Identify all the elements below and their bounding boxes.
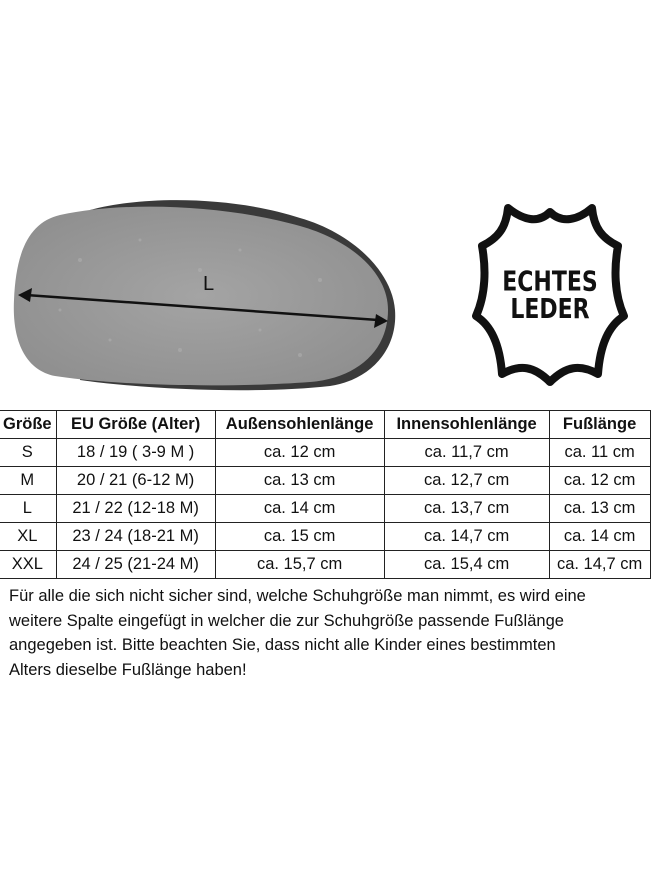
cell-insole: ca. 12,7 cm xyxy=(384,467,549,495)
cell-foot: ca. 12 cm xyxy=(549,467,650,495)
badge-line-1: ECHTES xyxy=(502,265,598,298)
table-row xyxy=(0,467,650,495)
shoe-sole-image xyxy=(0,180,400,395)
cell-outsole: ca. 12 cm xyxy=(215,439,384,467)
cell-size: L xyxy=(0,495,56,523)
header-size: Größe xyxy=(0,411,56,439)
product-image-area xyxy=(0,0,660,410)
size-note xyxy=(9,584,660,682)
size-table xyxy=(0,410,651,579)
cell-eu-size: 18 / 19 ( 3-9 M ) xyxy=(56,439,215,467)
genuine-leather-badge xyxy=(468,198,632,388)
table-row xyxy=(0,551,650,579)
cell-outsole: ca. 13 cm xyxy=(215,467,384,495)
header-insole-length: Innensohlenlänge xyxy=(384,411,549,439)
cell-size: M xyxy=(0,467,56,495)
header-eu-size: EU Größe (Alter) xyxy=(56,411,215,439)
note-line: angegeben ist. Bitte beachten Sie, dass nicht alle Kinder eines bestimmten xyxy=(9,636,556,654)
cell-outsole: ca. 15 cm xyxy=(215,523,384,551)
cell-outsole: ca. 15,7 cm xyxy=(215,551,384,579)
cell-foot: ca. 11 cm xyxy=(549,439,650,467)
cell-size: XL xyxy=(0,523,56,551)
header-foot-length: Fußlänge xyxy=(549,411,650,439)
note-line: Für alle die sich nicht sicher sind, welche Schuhgröße man nimmt, es wird eine xyxy=(9,587,586,605)
cell-insole: ca. 15,4 cm xyxy=(384,551,549,579)
note-line: Alters dieselbe Fußlänge haben! xyxy=(9,660,247,679)
cell-eu-size: 20 / 21 (6-12 M) xyxy=(56,467,215,495)
table-row xyxy=(0,523,650,551)
cell-size: S xyxy=(0,439,56,467)
table-row xyxy=(0,495,650,523)
cell-size: XXL xyxy=(0,551,56,579)
cell-foot: ca. 14,7 cm xyxy=(549,551,650,579)
note-line: weitere Spalte eingefügt in welcher die zur Schuhgröße passende Fußlänge xyxy=(9,611,564,630)
cell-eu-size: 21 / 22 (12-18 M) xyxy=(56,495,215,523)
cell-outsole: ca. 14 cm xyxy=(215,495,384,523)
header-outsole-length: Außensohlenlänge xyxy=(215,411,384,439)
cell-insole: ca. 13,7 cm xyxy=(384,495,549,523)
cell-foot: ca. 14 cm xyxy=(549,523,650,551)
cell-eu-size: 24 / 25 (21-24 M) xyxy=(56,551,215,579)
cell-eu-size: 23 / 24 (18-21 M) xyxy=(56,523,215,551)
badge-line-2: LEDER xyxy=(510,292,590,325)
table-row xyxy=(0,439,650,467)
table-header-row xyxy=(0,411,650,439)
length-label: L xyxy=(203,273,215,295)
cell-insole: ca. 14,7 cm xyxy=(384,523,549,551)
cell-foot: ca. 13 cm xyxy=(549,495,650,523)
cell-insole: ca. 11,7 cm xyxy=(384,439,549,467)
